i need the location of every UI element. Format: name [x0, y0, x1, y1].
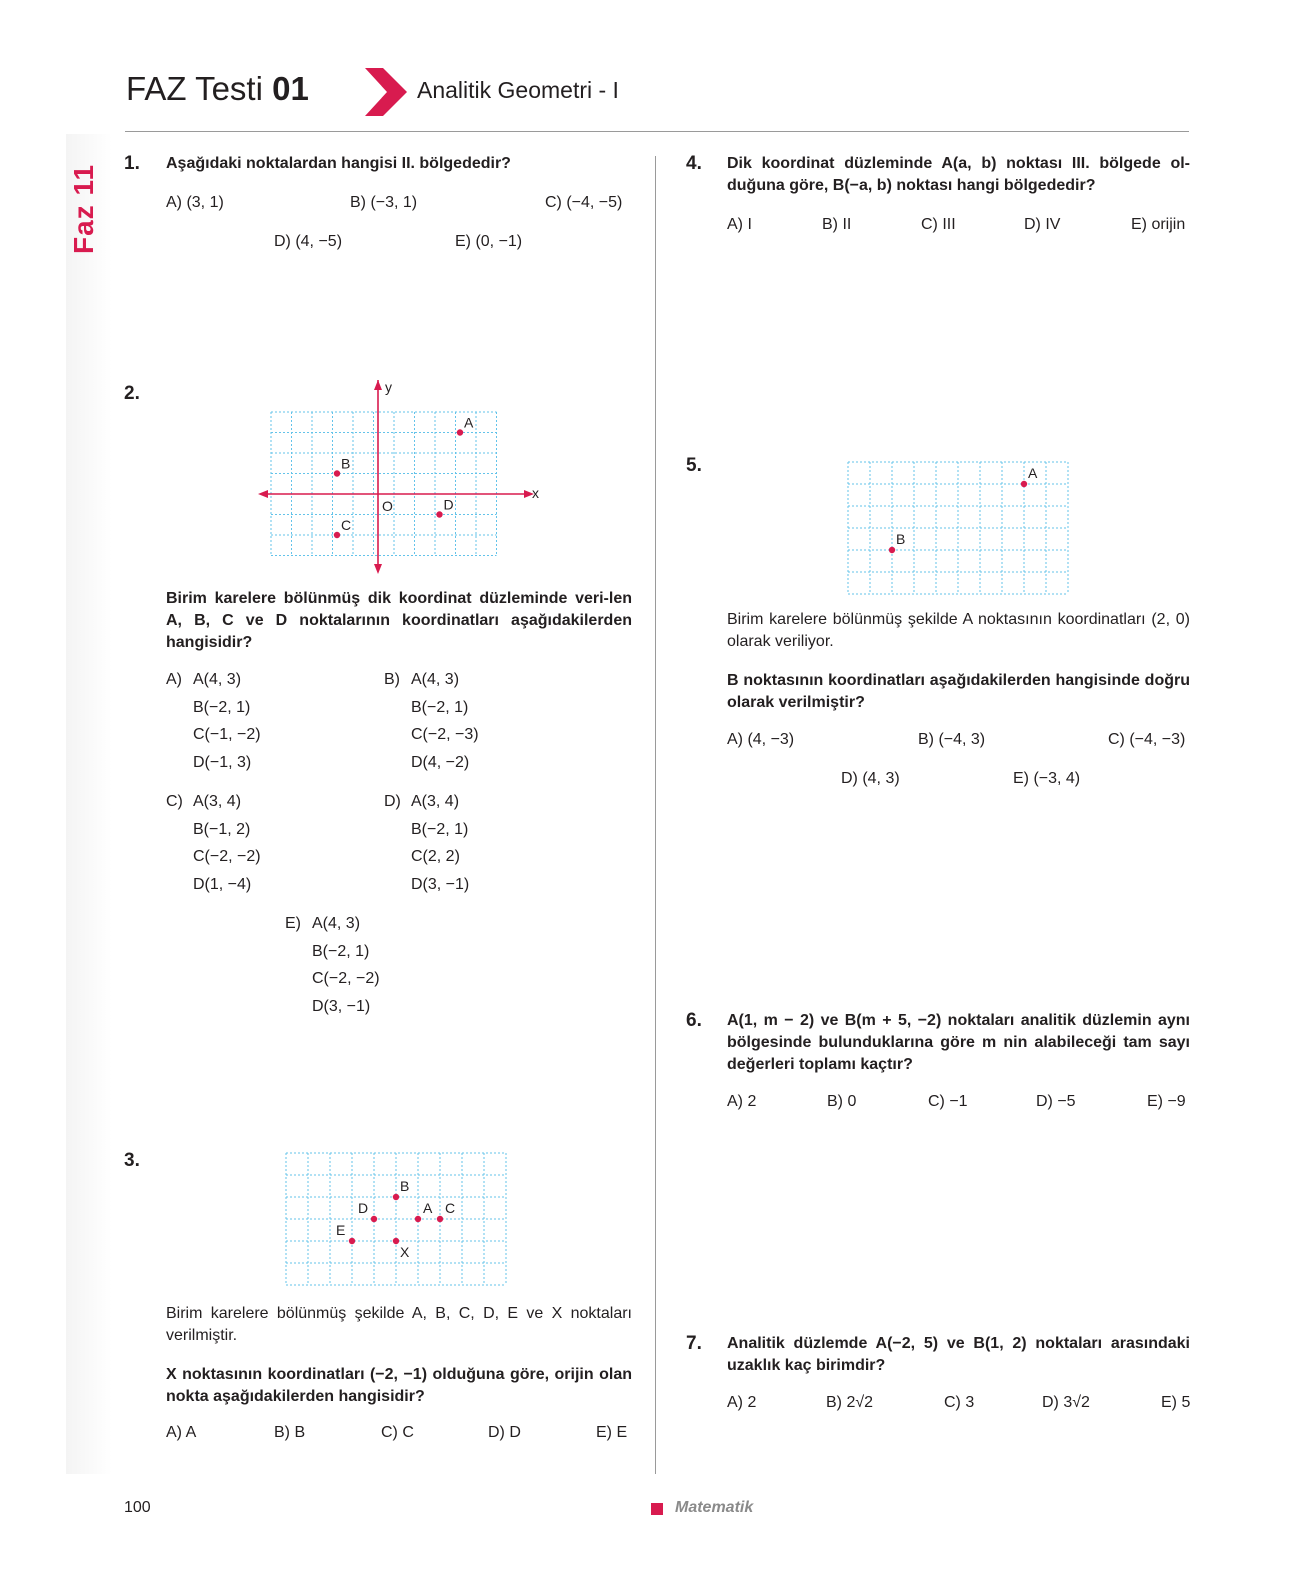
- question-5-option-d[interactable]: D) (4, 3): [841, 770, 900, 787]
- question-2-option-a-line-3: C(−1, −2): [193, 726, 261, 743]
- question-3-point-d: [371, 1216, 377, 1222]
- question-2-option-b-label: B): [384, 671, 400, 688]
- question-2-option-e-line-1: A(4, 3): [312, 915, 361, 932]
- question-2-point-label-a: A: [464, 414, 474, 431]
- question-4-option-c[interactable]: C) III: [921, 216, 956, 233]
- question-5-option-a[interactable]: A) (4, −3): [727, 731, 795, 748]
- question-2-coordinate-figure: [258, 380, 538, 575]
- question-5-option-c[interactable]: C) (−4, −3): [1108, 731, 1186, 748]
- subject-square-icon: [651, 1503, 663, 1515]
- question-2-option-c-line-3: C(−2, −2): [193, 848, 261, 865]
- question-7-number: 7.: [686, 1333, 702, 1354]
- question-7-option-b[interactable]: B) 2√2: [826, 1394, 874, 1411]
- question-7-option-e[interactable]: E) 5: [1161, 1394, 1191, 1411]
- question-5-grid: [848, 462, 1068, 594]
- question-6-option-d[interactable]: D) −5: [1036, 1093, 1076, 1110]
- question-5-point-label-b: B: [896, 531, 906, 547]
- question-3-point-c: [437, 1216, 443, 1222]
- test-subtitle: Analitik Geometri - I: [417, 77, 619, 103]
- question-7-option-a[interactable]: A) 2: [727, 1394, 757, 1411]
- question-3-text-2: X noktasının koordinatları (−2, −1) olduğuna göre, orijin olan nokta aşağıdakilerden hangisidir?: [166, 1366, 632, 1405]
- question-1-option-d[interactable]: D) (4, −5): [274, 233, 343, 250]
- question-2-option-e-label: E): [285, 915, 301, 932]
- question-6-option-a[interactable]: A) 2: [727, 1093, 757, 1110]
- question-4-option-b[interactable]: B) II: [822, 216, 852, 233]
- question-2-option-a-line-2: B(−2, 1): [193, 698, 251, 716]
- question-1-text: Aşağıdaki noktalardan hangisi II. bölgededir?: [166, 155, 511, 172]
- question-2-option-d-line-2: B(−2, 1): [411, 820, 469, 838]
- question-2-option-d-label: D): [384, 793, 401, 810]
- question-2-point-label-d: D: [443, 496, 454, 513]
- question-3-point-e: [349, 1238, 355, 1244]
- question-3-point-a: [415, 1216, 421, 1222]
- question-5-point-label-a: A: [1028, 465, 1038, 481]
- question-3-option-b[interactable]: B) B: [274, 1424, 306, 1441]
- question-2-point-label-b: B: [341, 455, 351, 472]
- question-1-option-e[interactable]: E) (0, −1): [455, 233, 523, 250]
- question-2-option-a-line-4: D(−1, 3): [193, 753, 252, 771]
- question-2-point-label-c: C: [341, 517, 352, 533]
- question-3-point-label-c: C: [445, 1200, 456, 1216]
- question-2-option-a-label: A): [166, 671, 182, 688]
- subject-label: Matematik: [675, 1499, 754, 1516]
- question-5-text-1: Birim karelere bölünmüş şekilde A noktasının koordinatları (2, 0) olarak veriliyor.: [727, 611, 1190, 650]
- question-3-point-label-a: A: [423, 1200, 433, 1216]
- question-1-number: 1.: [124, 153, 140, 174]
- question-3-point-b: [393, 1194, 399, 1200]
- test-title-prefix: FAZ Testi: [126, 70, 263, 107]
- question-2-option-b-line-2: B(−2, 1): [411, 698, 469, 716]
- question-4-option-a[interactable]: A) I: [727, 216, 752, 233]
- chevron-right-icon: [365, 68, 407, 116]
- x-axis-arrow-left-icon: [258, 490, 268, 498]
- column-divider: [655, 156, 656, 1474]
- side-strip: [66, 134, 112, 1474]
- question-2-point-a: [457, 429, 463, 435]
- question-2-option-d[interactable]: [384, 788, 469, 898]
- question-2-point-c: [334, 532, 340, 538]
- question-3-point-label-e: E: [336, 1222, 346, 1238]
- side-tab: [67, 150, 103, 260]
- question-3-point-label-x: X: [400, 1244, 410, 1260]
- question-6-option-b[interactable]: B) 0: [827, 1093, 857, 1110]
- question-2-option-c[interactable]: [166, 788, 261, 898]
- question-2-point-d: [436, 511, 442, 517]
- question-3-point-label-b: B: [400, 1178, 410, 1194]
- question-4-text: Dik koordinat düzleminde A(a, b) noktası III. bölgede ol-duğuna göre, B(−a, b) noktası hangi bölgededir?: [727, 155, 1190, 194]
- question-3-point-x: [393, 1238, 399, 1244]
- y-axis-arrow-up-icon: [374, 380, 382, 390]
- question-2-option-a-line-1: A(4, 3): [193, 671, 242, 688]
- question-2-option-b-line-4: D(4, −2): [411, 753, 470, 771]
- question-2-option-b-line-1: A(4, 3): [411, 671, 460, 688]
- question-3-option-d[interactable]: D) D: [488, 1424, 521, 1441]
- x-axis-label: x: [532, 485, 539, 501]
- question-2-option-c-label: C): [166, 793, 183, 810]
- question-3-text-1: Birim karelere bölünmüş şekilde A, B, C, D, E ve X noktaları verilmiştir.: [166, 1305, 632, 1344]
- question-7-option-d[interactable]: D) 3√2: [1042, 1394, 1090, 1411]
- question-2-option-a[interactable]: [166, 666, 261, 776]
- y-axis-arrow-down-icon: [374, 564, 382, 574]
- question-1-option-b[interactable]: B) (−3, 1): [350, 194, 418, 211]
- test-title: [126, 70, 309, 108]
- question-3-grid-figure: [283, 1150, 515, 1282]
- question-2-option-d-line-1: A(3, 4): [411, 793, 460, 810]
- question-7-text: Analitik düzlemde A(−2, 5) ve B(1, 2) noktaları arasındaki uzaklık kaç birimdir?: [727, 1335, 1190, 1374]
- header-divider: [125, 131, 1189, 132]
- question-2-option-b[interactable]: [384, 666, 479, 776]
- question-4-option-d[interactable]: D) IV: [1024, 216, 1061, 233]
- page-number: 100: [124, 1499, 151, 1516]
- question-3-point-label-d: D: [358, 1200, 369, 1216]
- question-5-number: 5.: [686, 455, 702, 476]
- question-5-point-a: [1021, 481, 1027, 487]
- side-tab-label: Faz 11: [68, 163, 99, 254]
- question-3-option-e[interactable]: E) E: [596, 1424, 628, 1441]
- question-5-text-2: B noktasının koordinatları aşağıdakilerden hangisinde doğru olarak verilmiştir?: [727, 672, 1190, 711]
- question-7-option-c[interactable]: C) 3: [944, 1394, 975, 1411]
- question-5-point-b: [889, 547, 895, 553]
- question-6-number: 6.: [686, 1010, 702, 1031]
- question-2-option-b-line-3: C(−2, −3): [411, 726, 479, 743]
- question-3-grid: [286, 1153, 506, 1285]
- question-4-number: 4.: [686, 153, 702, 174]
- question-2-option-d-line-3: C(2, 2): [411, 848, 460, 865]
- question-2-option-e-line-3: C(−2, −2): [312, 970, 380, 987]
- question-6-option-e[interactable]: E) −9: [1147, 1093, 1186, 1110]
- question-2-point-b: [334, 470, 340, 476]
- question-6-text: A(1, m − 2) ve B(m + 5, −2) noktaları analitik düzlemin aynı bölgesinde bulunduklarına göre m nin alabileceği tam sayı değerleri toplamı kaçtır?: [727, 1012, 1190, 1073]
- question-3-option-c[interactable]: C) C: [381, 1424, 414, 1441]
- question-2-option-e-line-2: B(−2, 1): [312, 942, 370, 960]
- question-3-option-a[interactable]: A) A: [166, 1424, 197, 1441]
- question-1-option-c[interactable]: C) (−4, −5): [545, 194, 623, 211]
- question-1-option-a[interactable]: A) (3, 1): [166, 194, 224, 211]
- y-axis-label: y: [385, 379, 392, 395]
- question-2-option-e-line-4: D(3, −1): [312, 997, 371, 1015]
- origin-label: O: [382, 498, 393, 514]
- question-2-text: Birim karelere bölünmüş dik koordinat düzleminde veri-len A, B, C ve D noktalarının koordinatları aşağıdakilerden hangisidir?: [166, 590, 632, 651]
- question-2-number: 2.: [124, 383, 140, 404]
- question-3-number: 3.: [124, 1150, 140, 1171]
- question-6-option-c[interactable]: C) −1: [928, 1093, 968, 1110]
- question-5-grid-figure: [846, 460, 1072, 590]
- question-5-option-e[interactable]: E) (−3, 4): [1013, 770, 1081, 787]
- question-5-option-b[interactable]: B) (−4, 3): [918, 731, 986, 748]
- question-2-option-c-line-1: A(3, 4): [193, 793, 242, 810]
- test-number: 01: [272, 70, 309, 107]
- question-2-option-e[interactable]: [285, 910, 380, 1020]
- question-2-option-c-line-4: D(1, −4): [193, 875, 252, 893]
- question-2-option-d-line-4: D(3, −1): [411, 875, 470, 893]
- question-4-option-e[interactable]: E) orijin: [1131, 216, 1186, 233]
- question-2-option-c-line-2: B(−1, 2): [193, 820, 251, 838]
